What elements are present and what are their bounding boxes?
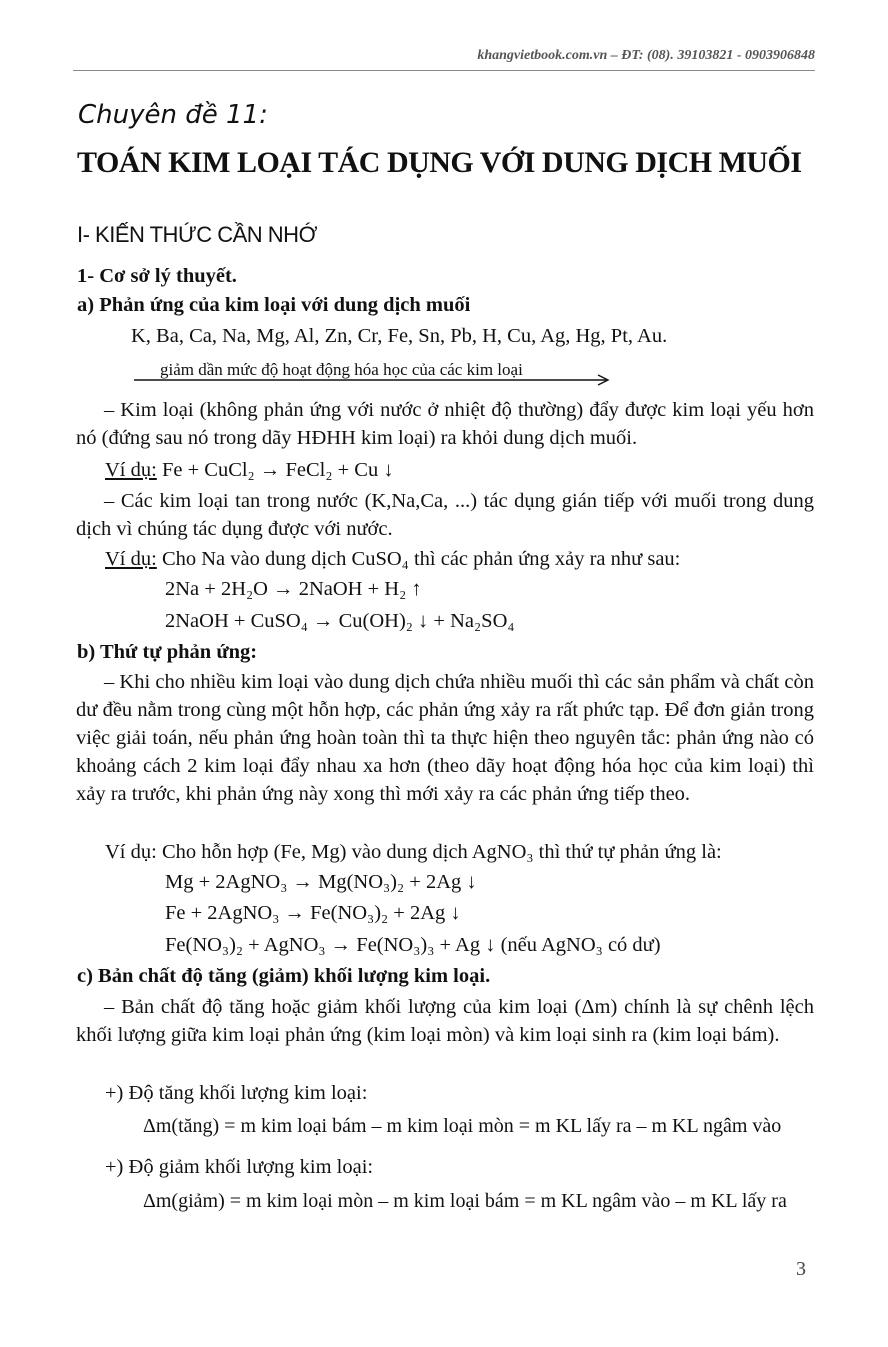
section-heading: I- KIẾN THỨC CẦN NHỚ: [77, 222, 317, 247]
chapter-label: Chuyên đề 11:: [78, 100, 268, 130]
subheading-theory: 1- Cơ sở lý thuyết.: [77, 265, 237, 287]
activity-series: K, Ba, Ca, Na, Mg, Al, Zn, Cr, Fe, Sn, Pb, H, Cu, Ag, Hg, Pt, Au.: [131, 325, 668, 347]
example-2-reaction-1: 2Na + 2H₂O → 2NaOH + H₂ ↑: [165, 578, 422, 600]
example-1-reaction: Fe + CuCl₂ → FeCl₂ + Cu ↓: [161, 459, 394, 481]
example-2-intro: Cho Na vào dung dịch CuSO₄ thì các phản ứng xảy ra như sau:: [161, 548, 681, 570]
paragraph-1: – Kim loại (không phản ứng với nước ở nhiệt độ thường) đẩy được kim loại yếu hơn nó (đứng sau nó trong dãy HĐHH kim loại) ra khỏi dung dịch muối.: [76, 399, 814, 449]
example-label: Ví dụ:: [105, 548, 157, 570]
example-3-intro: Ví dụ: Cho hỗn hợp (Fe, Mg) vào dung dịch AgNO₃ thì thứ tự phản ứng là:: [105, 841, 722, 863]
paragraph-2: – Các kim loại tan trong nước (K,Na,Ca, ...) tác dụng gián tiếp với muối trong dung dịch vì chúng tác dụng được với nước.: [76, 490, 814, 540]
page-number: 3: [796, 1258, 806, 1280]
example-3-reaction-1: Mg + 2AgNO₃ → Mg(NO₃)₂ + 2Ag ↓: [165, 871, 477, 893]
decrease-label: +) Độ giảm khối lượng kim loại:: [105, 1156, 374, 1178]
series-arrow-label: giảm dần mức độ hoạt động hóa học của các kim loại: [160, 360, 523, 379]
paragraph-4: – Bản chất độ tăng hoặc giảm khối lượng của kim loại (Δm) chính là sự chênh lệch khối lượng giữa kim loại phản ứng (kim loại mòn) và kim loại sinh ra (kim loại bám).: [76, 996, 814, 1046]
example-3-reaction-3: Fe(NO₃)₂ + AgNO₃ → Fe(NO₃)₃ + Ag ↓ (nếu AgNO₃ có dư): [165, 934, 661, 956]
example-2-reaction-2: 2NaOH + CuSO₄ → Cu(OH)₂ ↓ + Na₂SO₄: [165, 610, 515, 632]
subheading-a: a) Phản ứng của kim loại với dung dịch muối: [77, 294, 471, 316]
increase-formula: Δm(tăng) = m kim loại bám – m kim loại mòn = m KL lấy ra – m KL ngâm vào: [143, 1115, 782, 1137]
series-arrow-icon: [134, 370, 614, 390]
chapter-title: TOÁN KIM LOẠI TÁC DỤNG VỚI DUNG DỊCH MUỐI: [77, 146, 802, 179]
increase-label: +) Độ tăng khối lượng kim loại:: [105, 1082, 368, 1104]
decrease-formula: Δm(giảm) = m kim loại mòn – m kim loại bám = m KL ngâm vào – m KL lấy ra: [143, 1190, 787, 1212]
page-header: khangvietbook.com.vn – ĐT: (08). 39103821 - 0903906848: [477, 48, 815, 63]
example-label: Ví dụ:: [105, 459, 157, 481]
subheading-b: b) Thứ tự phản ứng:: [77, 641, 258, 663]
subheading-c: c) Bản chất độ tăng (giảm) khối lượng kim loại.: [77, 965, 491, 987]
header-rule: [73, 70, 815, 71]
example-3-reaction-2: Fe + 2AgNO₃ → Fe(NO₃)₂ + 2Ag ↓: [165, 902, 461, 924]
paragraph-3: – Khi cho nhiều kim loại vào dung dịch chứa nhiều muối thì các sản phẩm và chất còn dư đều nằm trong cùng một hỗn hợp, các phản ứng xảy ra rất phức tạp. Để đơn giản trong việc giải toán, nếu phản ứng hoàn toàn thì ta thực hiện theo nguyên tắc: phản ứng nào có khoảng cách 2 kim loại đẩy nhau xa hơn (theo dãy hoạt động hóa học của kim loại) thì xảy ra trước, khi phản ứng này xong thì mới xảy ra các phản ứng tiếp theo.: [76, 671, 814, 805]
